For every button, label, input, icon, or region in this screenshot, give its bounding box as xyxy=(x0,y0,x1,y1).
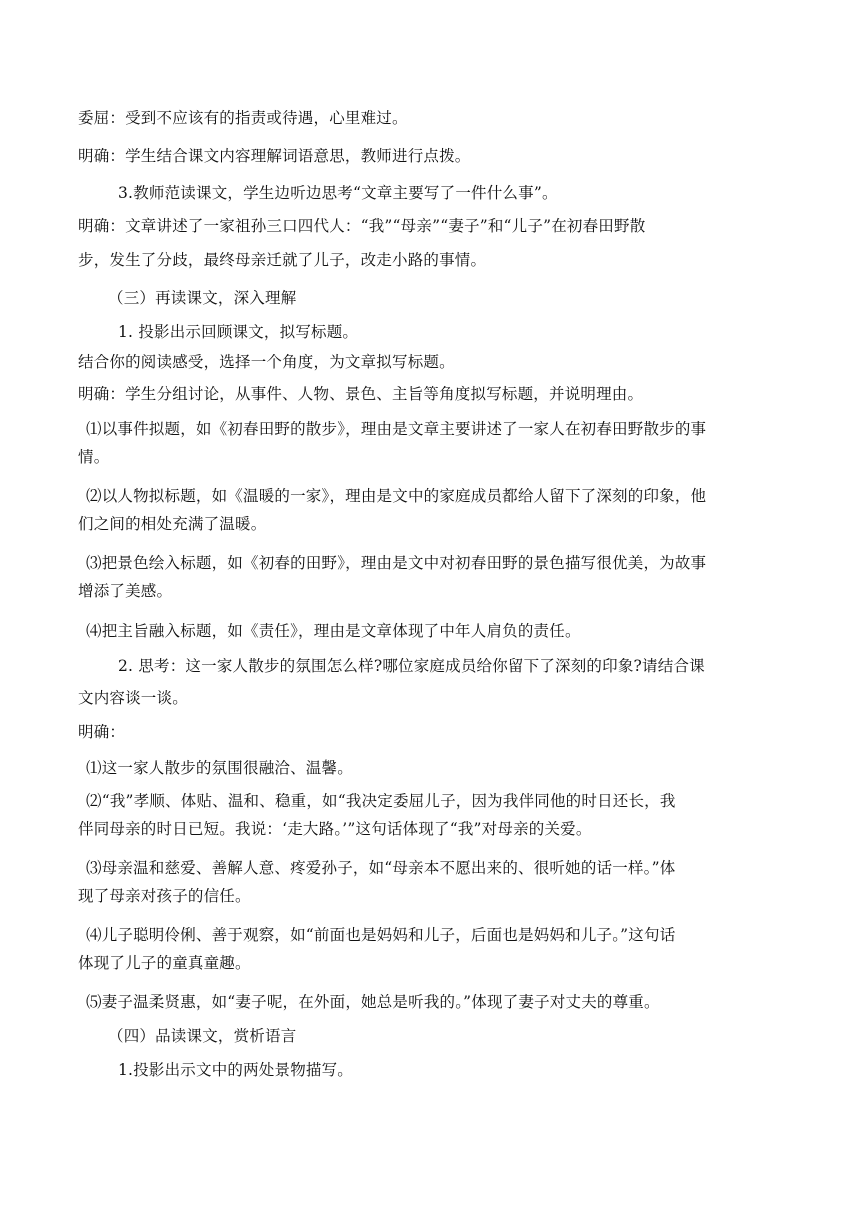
step-heading: 3.教师范读课文，学生边听边思考“文章主要写了一件什么事”。 xyxy=(118,184,558,202)
list-item: ⑵以人物拟标题，如《温暖的一家》，理由是文中的家庭成员都给人留下了深刻的印象，他 xyxy=(86,487,707,505)
list-item-continuation: 增添了美感。 xyxy=(78,582,173,600)
list-item: ⑵“我”孝顺、体贴、温和、稳重，如“我决定委屈儿子，因为我伴同他的时日还长，我 xyxy=(86,792,676,810)
list-item-continuation: 现了母亲对孩子的信任。 xyxy=(78,887,251,905)
list-item-continuation: 情。 xyxy=(78,448,110,466)
list-item-continuation: 们之间的相处充满了温暖。 xyxy=(78,515,267,533)
clarification-line: 明确：文章讲述了一家祖孙三口四代人：“我”“母亲”“妻子”和“儿子”在初春田野散 xyxy=(78,217,646,235)
clarification-line: 明确：学生分组讨论，从事件、人物、景色、主旨等角度拟写标题，并说明理由。 xyxy=(78,385,644,403)
section-heading: （三）再读课文，深入理解 xyxy=(108,289,297,307)
clarification-continuation: 步，发生了分歧，最终母亲迁就了儿子，改走小路的事情。 xyxy=(78,251,487,269)
list-item: ⑴这一家人散步的氛围很融洽、温馨。 xyxy=(86,759,353,777)
list-item-continuation: 伴同母亲的时日已短。我说：‘走大路。’”这句话体现了“我”对母亲的关爱。 xyxy=(78,820,592,838)
list-item: ⑶把景色绘入标题，如《初春的田野》，理由是文中对初春田野的景色描写很优美，为故事 xyxy=(86,554,707,572)
step-heading: 1.投影出示文中的两处景物描写。 xyxy=(118,1061,353,1079)
list-item: ⑶母亲温和慈爱、善解人意、疼爱孙子，如“母亲本不愿出来的、很听她的话一样。”体 xyxy=(86,859,676,877)
clarification-label: 明确： xyxy=(78,723,126,741)
list-item: ⑸妻子温柔贤惠，如“妻子呢，在外面，她总是听我的。”体现了妻子对丈夫的尊重。 xyxy=(86,993,660,1011)
list-item: ⑷儿子聪明伶俐、善于观察，如“前面也是妈妈和儿子，后面也是妈妈和儿子。”这句话 xyxy=(86,926,676,944)
paragraph-line: 结合你的阅读感受，选择一个角度，为文章拟写标题。 xyxy=(78,353,455,371)
list-item: ⑷把主旨融入标题，如《责任》，理由是文章体现了中年人肩负的责任。 xyxy=(86,622,581,640)
definition-line: 委屈：受到不应该有的指责或待遇，心里难过。 xyxy=(78,109,408,127)
clarification-line: 明确：学生结合课文内容理解词语意思，教师进行点拨。 xyxy=(78,147,471,165)
list-item-continuation: 体现了儿子的童真童趣。 xyxy=(78,954,251,972)
step-heading: 1. 投影出示回顾课文，拟写标题。 xyxy=(118,323,359,341)
list-item: ⑴以事件拟题，如《初春田野的散步》，理由是文章主要讲述了一家人在初春田野散步的事 xyxy=(86,420,707,438)
section-heading: （四）品读课文，赏析语言 xyxy=(108,1027,297,1045)
step-heading: 2. 思考：这一家人散步的氛围怎么样?哪位家庭成员给你留下了深刻的印象?请结合课 xyxy=(118,657,705,675)
step-heading-continuation: 文内容谈一谈。 xyxy=(78,689,188,707)
